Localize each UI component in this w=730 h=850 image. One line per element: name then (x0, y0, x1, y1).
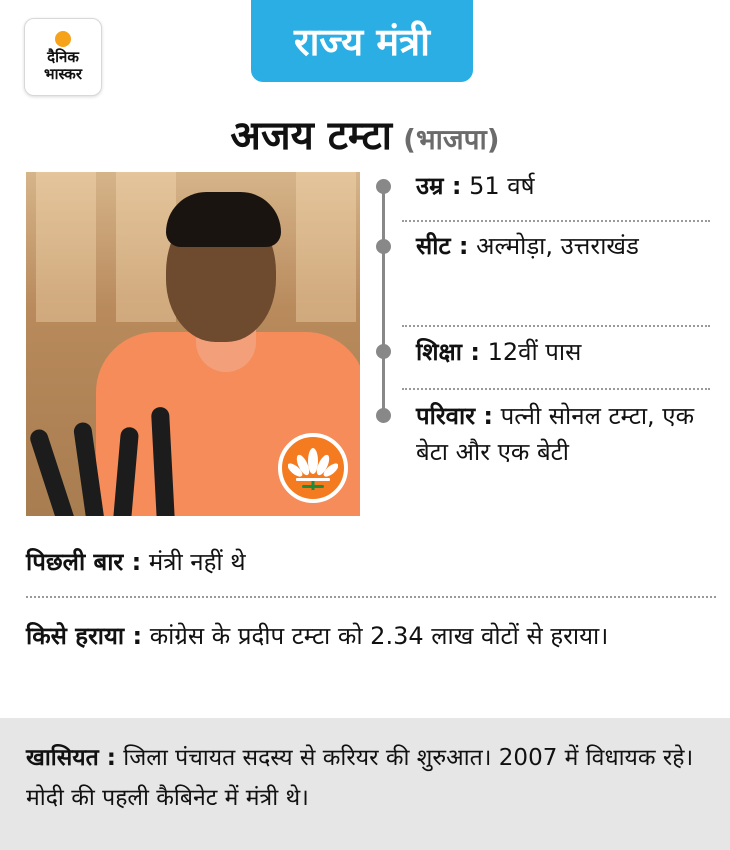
defeated-whom (26, 616, 716, 656)
minister-party: (भाजपा) (403, 123, 500, 156)
timeline-dot-family (376, 408, 391, 423)
previous-term (26, 542, 716, 582)
minister-name: अजय टम्टा (230, 113, 393, 159)
specialty-value: जिला पंचायत सदस्य से करियर की शुरुआत। 2007 में विधायक रहे। मोदी की पहली कैबिनेट में मंत्री थे। (26, 745, 694, 811)
detail-separator (402, 388, 710, 390)
family-label: परिवार : (416, 402, 493, 430)
timeline-dot-seat (376, 239, 391, 254)
family-value: पत्नी सोनल टम्टा, एक बेटा और एक बेटी (416, 402, 694, 466)
detail-family (416, 398, 712, 470)
dainik-bhaskar-logo (24, 18, 102, 96)
specialty-label: खासियत : (26, 745, 116, 771)
seat-label: सीट : (416, 232, 469, 260)
logo-line-2: भास्कर (44, 65, 82, 83)
detail-separator (402, 325, 710, 327)
section-separator (26, 596, 716, 598)
header-tab (251, 0, 473, 82)
timeline-dot-age (376, 179, 391, 194)
education-value: 12वीं पास (487, 338, 582, 366)
specialty (26, 738, 716, 818)
age-label: उम्र : (416, 172, 462, 200)
header-title: राज्य मंत्री (294, 20, 430, 64)
detail-age (416, 168, 712, 204)
detail-education (416, 334, 712, 370)
education-label: शिक्षा : (416, 338, 480, 366)
age-value: 51 वर्ष (469, 172, 535, 200)
previous-value: मंत्री नहीं थे (148, 548, 246, 576)
logo-line-1: दैनिक (47, 48, 79, 66)
detail-separator (402, 220, 710, 222)
timeline-dot-education (376, 344, 391, 359)
defeated-value: कांग्रेस के प्रदीप टम्टा को 2.34 लाख वोटों से हराया। (149, 622, 609, 650)
previous-label: पिछली बार : (26, 548, 142, 576)
lotus-icon (278, 433, 348, 503)
timeline-line (382, 186, 385, 416)
name-row (0, 106, 730, 161)
defeated-label: किसे हराया : (26, 622, 143, 650)
sun-icon (55, 31, 71, 47)
detail-seat (416, 228, 712, 264)
seat-value: अल्मोड़ा, उत्तराखंड (476, 232, 639, 260)
